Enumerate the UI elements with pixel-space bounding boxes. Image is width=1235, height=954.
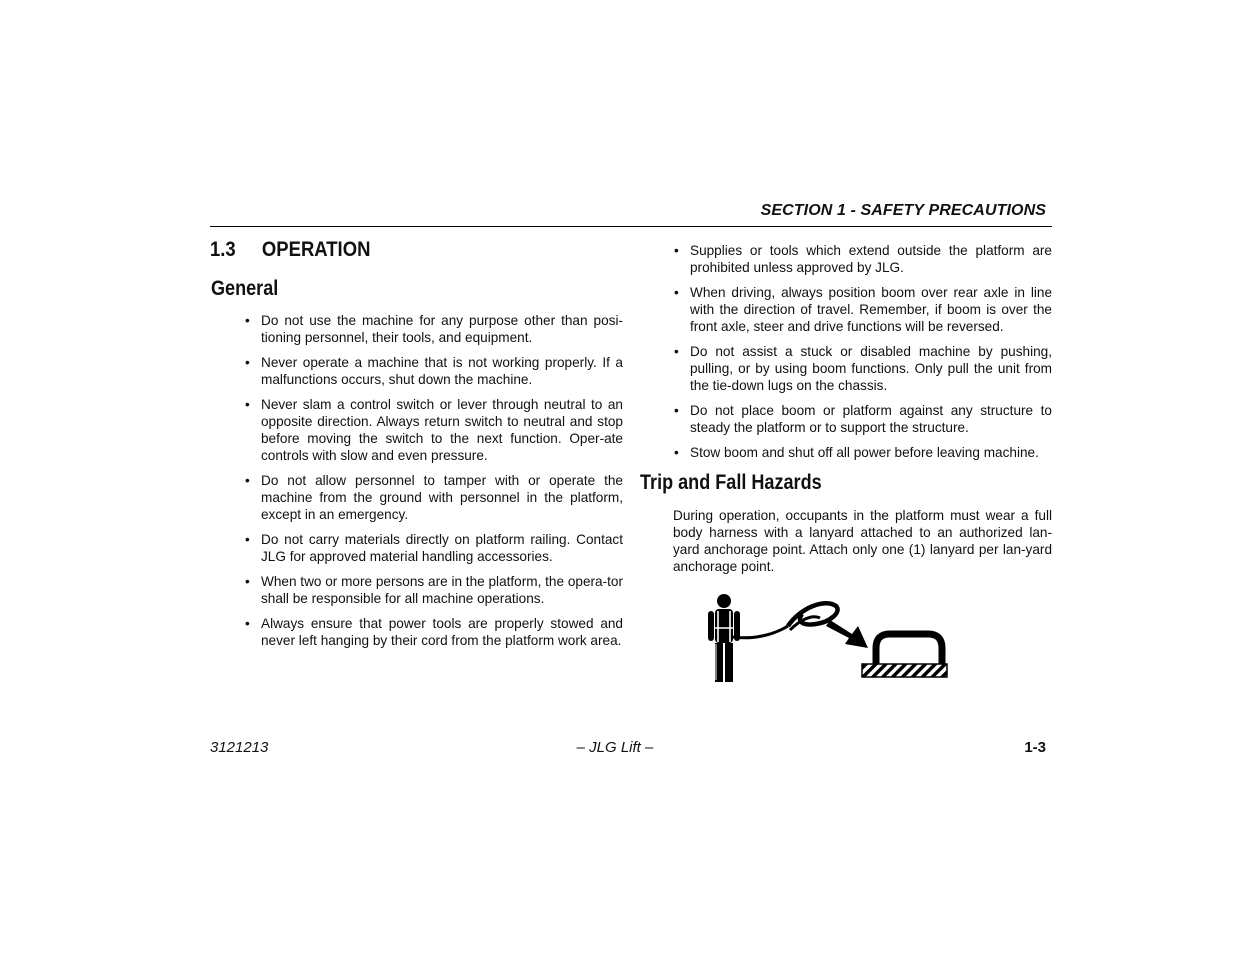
footer-page-number: 1-3 <box>1024 739 1046 756</box>
bullet-item: • Do not use the machine for any purpose other than posi-tioning personnel, their tools, and equipment. <box>245 313 623 345</box>
harness-lanyard-illustration <box>700 590 950 685</box>
trip-fall-heading: Trip and Fall Hazards <box>640 471 822 494</box>
header-rule <box>210 226 1052 227</box>
bullet-item: • Stow boom and shut off all power before leaving machine. <box>674 445 1039 460</box>
bullet-item: • When driving, always position boom over rear axle in line with the direction of travel. Remember, if boom is over the front axle, steer and drive functions will be reversed. <box>674 285 1052 334</box>
lanyard-icon <box>733 603 868 648</box>
bullet-item: • Do not assist a stuck or disabled machine by pushing, pulling, or by using boom functions. Only pull the unit from the tie-down lugs on the chassis. <box>674 344 1052 393</box>
bullet-item: • Do not allow personnel to tamper with or operate the machine from the ground with personnel in the platform, except in an emergency. <box>245 473 623 522</box>
general-bullets-right <box>674 242 1052 469</box>
general-heading: General <box>211 277 279 300</box>
bullet-item: • Never operate a machine that is not working properly. If a malfunctions occurs, shut down the machine. <box>245 355 623 387</box>
footer-doc-number: 3121213 <box>210 739 269 756</box>
anchorage-point-icon <box>862 634 947 677</box>
footer-publisher: – JLG Lift – <box>576 739 654 756</box>
bullet-item: • Never slam a control switch or lever through neutral to an opposite direction. Always return switch to neutral and stop before moving the switch to the next function. Oper-ate controls with slow and even pressure. <box>245 397 623 463</box>
bullet-item: • Do not place boom or platform against any structure to steady the platform or to support the structure. <box>674 403 1052 435</box>
section-title: OPERATION <box>261 238 371 261</box>
section-number: 1.3 <box>210 238 236 261</box>
bullet-item: • When two or more persons are in the platform, the opera-tor shall be responsible for all machine operations. <box>245 574 623 606</box>
section-header-title: SECTION 1 - SAFETY PRECAUTIONS <box>760 202 1046 219</box>
bullet-item: • Supplies or tools which extend outside the platform are prohibited unless approved by JLG. <box>674 243 1052 275</box>
section-heading <box>210 238 370 262</box>
general-bullets-left <box>245 312 623 657</box>
bullet-item: • Always ensure that power tools are properly stowed and never left hanging by their cord from the platform work area. <box>245 616 623 648</box>
trip-fall-paragraph: During operation, occupants in the platform must wear a full body harness with a lanyard attached to an authorized lan-yard anchorage point. Attach only one (1) lanyard per lan-yard anchorage point. <box>673 508 1052 574</box>
bullet-item: • Do not carry materials directly on platform railing. Contact JLG for approved material handling accessories. <box>245 532 623 564</box>
